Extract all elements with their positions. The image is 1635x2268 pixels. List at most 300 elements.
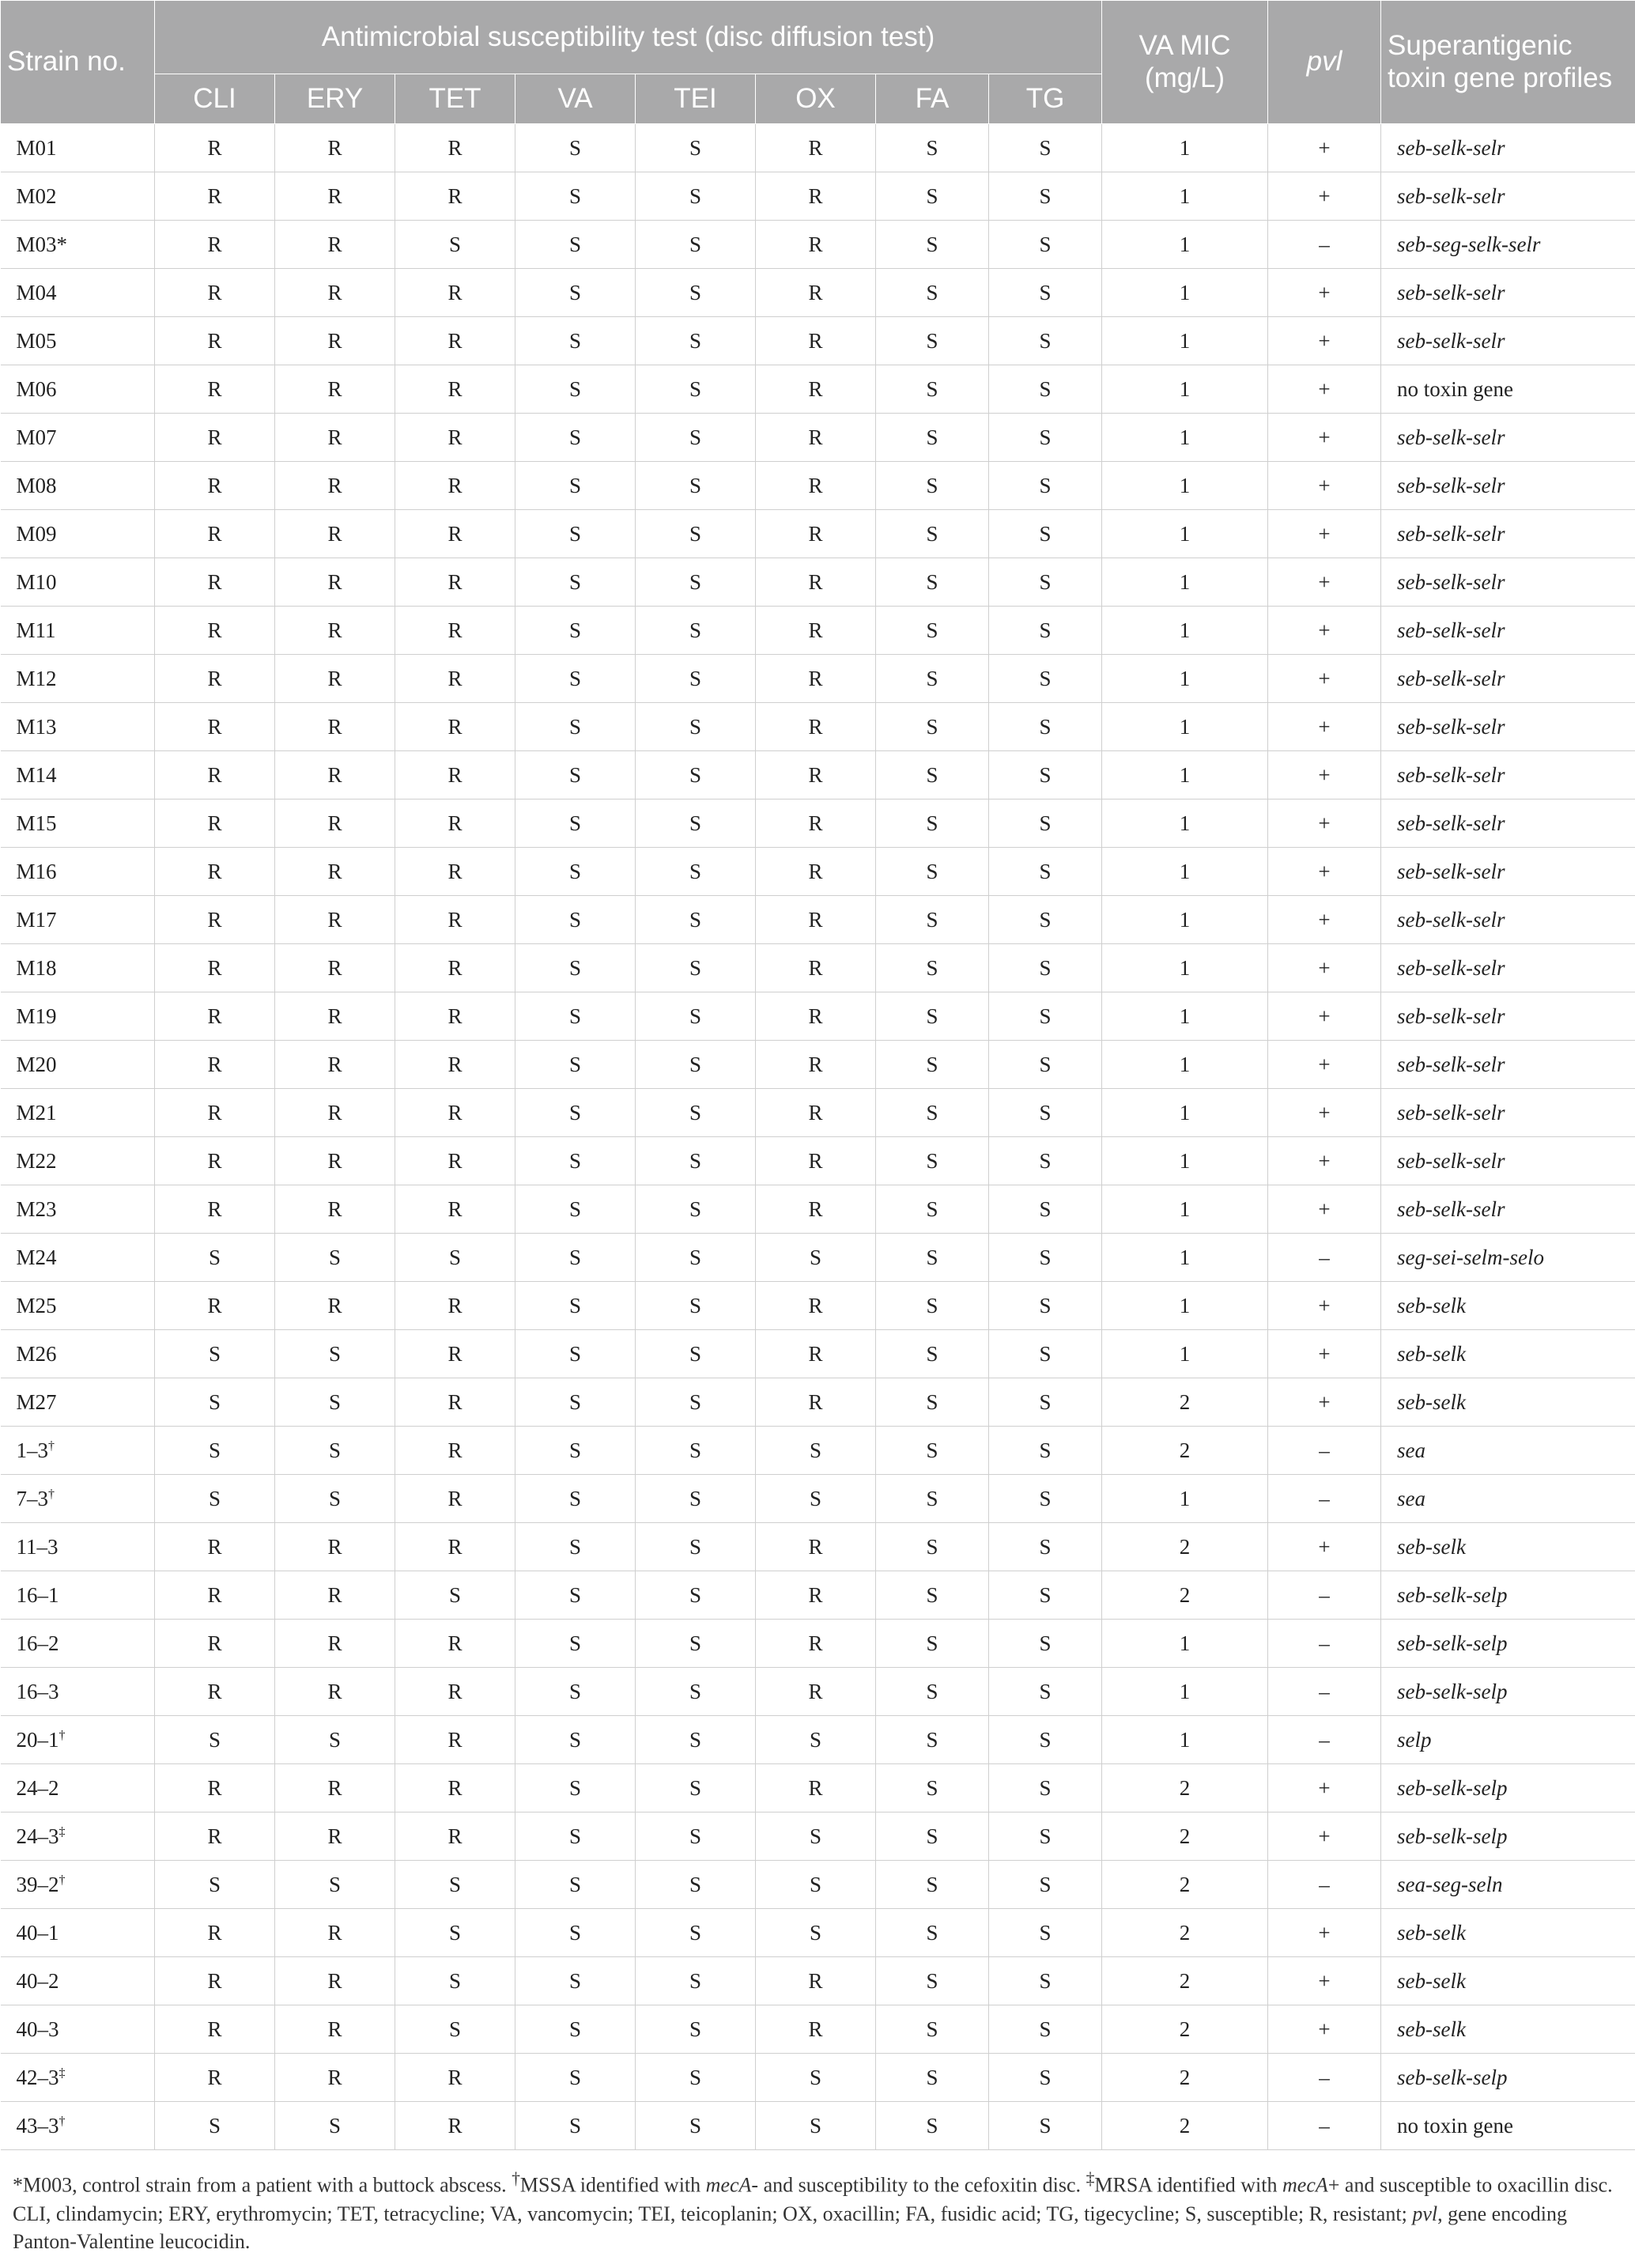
cell-cli: S: [155, 1475, 275, 1523]
cell-tg: S: [989, 1716, 1102, 1764]
table-row: [1, 558, 1635, 607]
cell-va-mic: 1: [1102, 703, 1268, 751]
cell-ox: S: [756, 1234, 876, 1282]
cell-strain: [1, 1041, 155, 1089]
cell-toxin-profile: seb-selk: [1381, 1909, 1635, 1957]
cell-ox: R: [756, 1668, 876, 1716]
cell-tei: S: [636, 992, 756, 1041]
cell-va: S: [515, 1813, 636, 1861]
strain-footnote-mark: †: [59, 1873, 66, 1887]
cell-va: S: [515, 1620, 636, 1668]
cell-pvl: +: [1268, 1041, 1381, 1089]
cell-ery: R: [275, 365, 395, 414]
cell-tg: S: [989, 1813, 1102, 1861]
cell-ery: R: [275, 992, 395, 1041]
cell-va: S: [515, 558, 636, 607]
cell-va-mic: 1: [1102, 1137, 1268, 1185]
cell-ox: R: [756, 2005, 876, 2054]
cell-tet: S: [395, 2005, 515, 2054]
cell-tet: R: [395, 558, 515, 607]
cell-toxin-profile: seb-selk-selp: [1381, 2054, 1635, 2102]
cell-ery: R: [275, 1620, 395, 1668]
cell-va: S: [515, 1523, 636, 1571]
cell-ery: R: [275, 1041, 395, 1089]
cell-tg: S: [989, 1234, 1102, 1282]
table-row: [1, 221, 1635, 269]
cell-ox: R: [756, 799, 876, 848]
cell-strain: [1, 1378, 155, 1427]
cell-tet: R: [395, 1282, 515, 1330]
cell-cli: R: [155, 799, 275, 848]
cell-toxin-profile: seb-selk-selp: [1381, 1668, 1635, 1716]
strain-label: M23: [16, 1196, 57, 1221]
cell-fa: S: [876, 1137, 989, 1185]
cell-va: S: [515, 414, 636, 462]
cell-ery: R: [275, 1523, 395, 1571]
table-row: [1, 1571, 1635, 1620]
cell-tet: R: [395, 703, 515, 751]
cell-fa: S: [876, 365, 989, 414]
cell-va-mic: 2: [1102, 1861, 1268, 1909]
cell-tei: S: [636, 1234, 756, 1282]
cell-cli: R: [155, 414, 275, 462]
cell-toxin-profile: seb-selk-selr: [1381, 1185, 1635, 1234]
cell-tg: S: [989, 1957, 1102, 2005]
cell-tg: S: [989, 172, 1102, 221]
cell-strain: [1, 414, 155, 462]
cell-tg: S: [989, 558, 1102, 607]
cell-strain: [1, 896, 155, 944]
table-row: [1, 510, 1635, 558]
cell-va-mic: 1: [1102, 1716, 1268, 1764]
cell-tg: S: [989, 2054, 1102, 2102]
table-row: [1, 1861, 1635, 1909]
cell-tei: S: [636, 896, 756, 944]
cell-cli: R: [155, 1620, 275, 1668]
cell-strain: [1, 172, 155, 221]
cell-va: S: [515, 655, 636, 703]
cell-cli: R: [155, 172, 275, 221]
cell-tg: S: [989, 1041, 1102, 1089]
strain-label: M15: [16, 811, 57, 835]
cell-cli: S: [155, 1330, 275, 1378]
cell-tg: S: [989, 703, 1102, 751]
cell-tet: R: [395, 414, 515, 462]
cell-va: S: [515, 1668, 636, 1716]
strain-label: M13: [16, 714, 57, 739]
cell-cli: R: [155, 269, 275, 317]
cell-fa: S: [876, 703, 989, 751]
cell-pvl: –: [1268, 1234, 1381, 1282]
cell-pvl: +: [1268, 944, 1381, 992]
cell-tg: S: [989, 1909, 1102, 1957]
cell-tg: S: [989, 1427, 1102, 1475]
table-row: [1, 2005, 1635, 2054]
strain-label: 16–2: [16, 1631, 59, 1655]
cell-tei: S: [636, 1089, 756, 1137]
cell-va-mic: 2: [1102, 1813, 1268, 1861]
table-row: [1, 1716, 1635, 1764]
cell-ox: S: [756, 1909, 876, 1957]
cell-tet: R: [395, 1716, 515, 1764]
table-row: [1, 848, 1635, 896]
cell-fa: S: [876, 558, 989, 607]
cell-va-mic: 1: [1102, 317, 1268, 365]
cell-tet: R: [395, 896, 515, 944]
cell-toxin-profile: seb-selk-selp: [1381, 1571, 1635, 1620]
strain-label: 39–2: [16, 1872, 59, 1896]
cell-va: S: [515, 1234, 636, 1282]
cell-va-mic: 1: [1102, 944, 1268, 992]
cell-ox: R: [756, 1185, 876, 1234]
cell-ery: R: [275, 1571, 395, 1620]
cell-pvl: +: [1268, 751, 1381, 799]
cell-tei: S: [636, 221, 756, 269]
cell-strain: [1, 1185, 155, 1234]
table-body: [1, 124, 1635, 2150]
cell-ery: R: [275, 896, 395, 944]
cell-tei: S: [636, 1185, 756, 1234]
table-row: [1, 1427, 1635, 1475]
cell-ery: R: [275, 2054, 395, 2102]
cell-pvl: +: [1268, 992, 1381, 1041]
cell-ox: S: [756, 1475, 876, 1523]
footnote-text: + and susceptible to oxacillin disc. CLI, clindamycin; ERY, erythromycin; TET, tetracycline; VA, vancomycin; TEI, teicoplanin; OX, oxacillin; FA, fusidic acid; TG, tigecycline; S, susceptible; R, resistant;: [13, 2173, 1613, 2225]
cell-cli: R: [155, 848, 275, 896]
table-row: [1, 1523, 1635, 1571]
cell-va-mic: 2: [1102, 2102, 1268, 2150]
cell-cli: R: [155, 1813, 275, 1861]
cell-strain: [1, 703, 155, 751]
cell-va-mic: 1: [1102, 655, 1268, 703]
cell-ery: R: [275, 269, 395, 317]
cell-tet: S: [395, 221, 515, 269]
footnote-gene: mecA: [1282, 2173, 1328, 2197]
strain-label: M10: [16, 569, 57, 594]
cell-va-mic: 2: [1102, 1378, 1268, 1427]
cell-toxin-profile: seb-selk-selr: [1381, 1041, 1635, 1089]
cell-pvl: +: [1268, 703, 1381, 751]
cell-ery: S: [275, 1475, 395, 1523]
cell-tg: S: [989, 607, 1102, 655]
header-drug-ery: ERY: [275, 74, 395, 124]
strain-label: M05: [16, 328, 57, 353]
table-row: [1, 944, 1635, 992]
cell-va: S: [515, 1957, 636, 2005]
strain-label: M11: [16, 618, 56, 642]
cell-va-mic: 1: [1102, 124, 1268, 172]
cell-pvl: +: [1268, 1813, 1381, 1861]
cell-pvl: +: [1268, 558, 1381, 607]
table-row: [1, 1234, 1635, 1282]
cell-ery: R: [275, 1185, 395, 1234]
cell-fa: S: [876, 896, 989, 944]
cell-toxin-profile: selp: [1381, 1716, 1635, 1764]
strain-label: 40–3: [16, 2017, 59, 2041]
cell-pvl: +: [1268, 2005, 1381, 2054]
cell-tg: S: [989, 655, 1102, 703]
footnote-text: MRSA identified with: [1094, 2173, 1283, 2197]
cell-fa: S: [876, 751, 989, 799]
cell-tet: R: [395, 799, 515, 848]
cell-tet: S: [395, 1909, 515, 1957]
cell-tg: S: [989, 1330, 1102, 1378]
cell-ox: R: [756, 269, 876, 317]
strain-label: 16–1: [16, 1582, 59, 1607]
table-row: [1, 896, 1635, 944]
cell-fa: S: [876, 992, 989, 1041]
cell-tet: R: [395, 848, 515, 896]
strain-label: M04: [16, 280, 57, 304]
cell-tet: S: [395, 1861, 515, 1909]
cell-cli: R: [155, 317, 275, 365]
cell-tg: S: [989, 414, 1102, 462]
header-va-mic: VA MIC (mg/L): [1102, 1, 1268, 124]
table-row: [1, 1813, 1635, 1861]
strain-label: M27: [16, 1389, 57, 1414]
table-row: [1, 1620, 1635, 1668]
cell-ery: S: [275, 1861, 395, 1909]
cell-fa: S: [876, 1764, 989, 1813]
cell-ox: S: [756, 1716, 876, 1764]
cell-cli: R: [155, 2005, 275, 2054]
cell-fa: S: [876, 1185, 989, 1234]
strain-label: 7–3: [16, 1486, 48, 1510]
cell-va: S: [515, 462, 636, 510]
cell-va-mic: 1: [1102, 992, 1268, 1041]
cell-tei: S: [636, 317, 756, 365]
cell-pvl: +: [1268, 607, 1381, 655]
cell-toxin-profile: seg-sei-selm-selo: [1381, 1234, 1635, 1282]
cell-va: S: [515, 848, 636, 896]
cell-toxin-profile: seb-selk-selr: [1381, 172, 1635, 221]
cell-pvl: +: [1268, 172, 1381, 221]
cell-va-mic: 1: [1102, 1185, 1268, 1234]
cell-cli: S: [155, 1861, 275, 1909]
cell-toxin-profile: seb-selk: [1381, 1523, 1635, 1571]
cell-toxin-profile: seb-selk-selr: [1381, 799, 1635, 848]
cell-ox: R: [756, 462, 876, 510]
table-row: [1, 2102, 1635, 2150]
strain-label: M19: [16, 1004, 57, 1028]
cell-strain: [1, 1813, 155, 1861]
cell-ox: R: [756, 414, 876, 462]
cell-tei: S: [636, 365, 756, 414]
cell-pvl: +: [1268, 1764, 1381, 1813]
cell-tei: S: [636, 703, 756, 751]
cell-cli: R: [155, 992, 275, 1041]
cell-ox: R: [756, 124, 876, 172]
strain-label: M21: [16, 1100, 57, 1125]
cell-toxin-profile: seb-selk-selr: [1381, 124, 1635, 172]
cell-ox: R: [756, 992, 876, 1041]
cell-ery: R: [275, 799, 395, 848]
cell-ox: R: [756, 317, 876, 365]
cell-ery: R: [275, 462, 395, 510]
cell-toxin-profile: seb-selk-selp: [1381, 1764, 1635, 1813]
cell-pvl: –: [1268, 2054, 1381, 2102]
cell-tg: S: [989, 510, 1102, 558]
cell-toxin-profile: sea: [1381, 1427, 1635, 1475]
cell-ery: R: [275, 1957, 395, 2005]
cell-fa: S: [876, 510, 989, 558]
cell-fa: S: [876, 1427, 989, 1475]
cell-pvl: +: [1268, 414, 1381, 462]
strain-footnote-mark: ‡: [59, 2066, 66, 2080]
cell-strain: [1, 1523, 155, 1571]
cell-strain: [1, 269, 155, 317]
cell-cli: R: [155, 607, 275, 655]
cell-fa: S: [876, 1089, 989, 1137]
cell-cli: S: [155, 1716, 275, 1764]
table-row: [1, 269, 1635, 317]
cell-fa: S: [876, 1475, 989, 1523]
cell-va-mic: 1: [1102, 1668, 1268, 1716]
footnote-gene: mecA: [705, 2173, 752, 2197]
cell-fa: S: [876, 1909, 989, 1957]
table-row: [1, 1764, 1635, 1813]
cell-tet: R: [395, 1813, 515, 1861]
cell-va-mic: 1: [1102, 1234, 1268, 1282]
cell-va-mic: 1: [1102, 1475, 1268, 1523]
cell-tei: S: [636, 607, 756, 655]
cell-ery: S: [275, 1378, 395, 1427]
cell-va: S: [515, 221, 636, 269]
cell-toxin-profile: seb-seg-selk-selr: [1381, 221, 1635, 269]
cell-fa: S: [876, 1378, 989, 1427]
strain-label: 24–3: [16, 1824, 59, 1848]
cell-va-mic: 1: [1102, 799, 1268, 848]
cell-cli: R: [155, 2054, 275, 2102]
cell-toxin-profile: seb-selk-selr: [1381, 703, 1635, 751]
cell-tg: S: [989, 1571, 1102, 1620]
cell-fa: S: [876, 799, 989, 848]
cell-tg: S: [989, 848, 1102, 896]
cell-tei: S: [636, 1571, 756, 1620]
strain-label: M22: [16, 1148, 57, 1173]
cell-pvl: –: [1268, 221, 1381, 269]
header-ast-group: Antimicrobial susceptibility test (disc diffusion test): [155, 1, 1102, 74]
cell-tei: S: [636, 1813, 756, 1861]
strain-label: M06: [16, 376, 57, 401]
strain-footnote-mark: †: [59, 1728, 66, 1742]
cell-cli: R: [155, 1185, 275, 1234]
cell-fa: S: [876, 1620, 989, 1668]
cell-strain: [1, 317, 155, 365]
table-row: [1, 655, 1635, 703]
table-row: [1, 1378, 1635, 1427]
cell-cli: R: [155, 1909, 275, 1957]
table-row: [1, 414, 1635, 462]
cell-pvl: –: [1268, 1668, 1381, 1716]
cell-ox: R: [756, 848, 876, 896]
cell-tei: S: [636, 1137, 756, 1185]
cell-tet: R: [395, 1620, 515, 1668]
cell-va-mic: 1: [1102, 414, 1268, 462]
cell-tg: S: [989, 1523, 1102, 1571]
cell-cli: S: [155, 2102, 275, 2150]
cell-cli: R: [155, 1523, 275, 1571]
footnote-gene: pvl: [1412, 2202, 1438, 2225]
strain-label: M18: [16, 955, 57, 980]
header-strain-no: Strain no.: [1, 1, 155, 124]
cell-pvl: +: [1268, 269, 1381, 317]
cell-ox: R: [756, 172, 876, 221]
cell-tet: R: [395, 607, 515, 655]
cell-va: S: [515, 1041, 636, 1089]
table-row: [1, 1330, 1635, 1378]
cell-toxin-profile: seb-selk-selp: [1381, 1620, 1635, 1668]
cell-ox: R: [756, 1523, 876, 1571]
table-row: [1, 799, 1635, 848]
cell-ox: S: [756, 2054, 876, 2102]
strain-label: M09: [16, 521, 57, 546]
cell-strain: [1, 1668, 155, 1716]
cell-va: S: [515, 2005, 636, 2054]
cell-tg: S: [989, 269, 1102, 317]
cell-va: S: [515, 2102, 636, 2150]
header-drug-tet: TET: [395, 74, 515, 124]
cell-tet: R: [395, 1427, 515, 1475]
cell-pvl: –: [1268, 1571, 1381, 1620]
cell-va: S: [515, 172, 636, 221]
cell-va: S: [515, 124, 636, 172]
cell-tet: R: [395, 317, 515, 365]
cell-strain: [1, 221, 155, 269]
cell-tg: S: [989, 462, 1102, 510]
cell-tei: S: [636, 1909, 756, 1957]
cell-tet: R: [395, 510, 515, 558]
cell-pvl: +: [1268, 510, 1381, 558]
cell-va-mic: 1: [1102, 462, 1268, 510]
cell-fa: S: [876, 221, 989, 269]
cell-strain: [1, 1861, 155, 1909]
cell-tg: S: [989, 1137, 1102, 1185]
cell-tet: R: [395, 1089, 515, 1137]
cell-tet: R: [395, 365, 515, 414]
cell-tei: S: [636, 462, 756, 510]
table-row: [1, 992, 1635, 1041]
cell-tg: S: [989, 2102, 1102, 2150]
cell-toxin-profile: seb-selk-selr: [1381, 992, 1635, 1041]
cell-cli: R: [155, 1041, 275, 1089]
header-toxin-profiles: Superantigenic toxin gene profiles: [1381, 1, 1635, 124]
strain-label: 1–3: [16, 1438, 48, 1462]
cell-va-mic: 1: [1102, 751, 1268, 799]
cell-ery: R: [275, 1668, 395, 1716]
cell-tg: S: [989, 1185, 1102, 1234]
cell-cli: R: [155, 1957, 275, 2005]
cell-tet: R: [395, 751, 515, 799]
cell-fa: S: [876, 1716, 989, 1764]
cell-strain: [1, 124, 155, 172]
strain-label: M17: [16, 907, 57, 932]
cell-ox: R: [756, 1041, 876, 1089]
strain-label: M08: [16, 473, 57, 497]
cell-tei: S: [636, 124, 756, 172]
table-row: [1, 1137, 1635, 1185]
cell-toxin-profile: seb-selk-selr: [1381, 269, 1635, 317]
strain-label: 16–3: [16, 1679, 59, 1703]
cell-va: S: [515, 1330, 636, 1378]
cell-tei: S: [636, 1378, 756, 1427]
cell-ox: R: [756, 221, 876, 269]
strain-label: 40–2: [16, 1968, 59, 1993]
cell-tg: S: [989, 1282, 1102, 1330]
cell-tg: S: [989, 1764, 1102, 1813]
cell-va: S: [515, 1861, 636, 1909]
cell-strain: [1, 365, 155, 414]
